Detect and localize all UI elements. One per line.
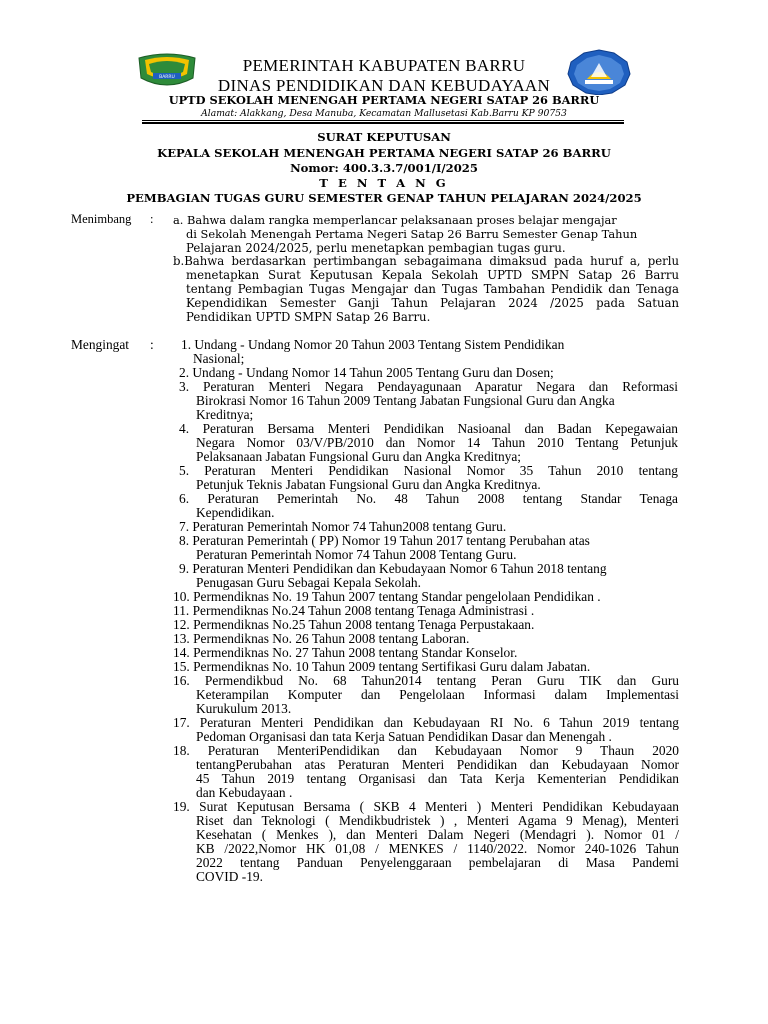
department-name: DINAS PENDIDIKAN DAN KEBUDAYAAN <box>217 76 551 95</box>
menimbang-line: Kependidikan Semester Ganji Tahun Pelajaran 2024 /2025 pada Satuan <box>186 296 679 310</box>
mengingat-line: dan Kebudayaan . <box>196 785 293 800</box>
mengingat-line: 6. Peraturan Pemerintah No. 48 Tahun 2008 tentang Standar Tenaga <box>179 491 678 506</box>
logo-left-text: BARRU <box>159 75 175 80</box>
header-rule-top <box>142 120 624 121</box>
mengingat-line: Kurukulum 2013. <box>196 701 292 716</box>
menimbang-line: b.Bahwa berdasarkan pertimbangan sebagaimana dimaksud pada huruf a, perlu <box>173 254 679 268</box>
government-name: PEMERINTAH KABUPATEN BARRU <box>242 56 526 75</box>
mengingat-line: Pelaksanaan Jabatan Fungsional Guru dan Angka Kreditnya; <box>196 449 522 464</box>
mengingat-line: Petunjuk Teknis Jabatan Fungsional Guru dan Angka Kreditnya. <box>196 477 541 492</box>
mengingat-line: 16. Permendikbud No. 68 Tahun2014 tentang Peran Guru TIK dan Guru <box>173 673 679 688</box>
mengingat-line: 4. Peraturan Bersama Menteri Pendidikan Nasioanal dan Badan Kepegawaian <box>179 421 678 436</box>
mengingat-line: 45 Tahun 2019 tentang Organisasi dan Tata Kerja Kementerian Pendidikan <box>196 771 679 786</box>
mengingat-line: 8. Peraturan Pemerintah ( PP) Nomor 19 Tahun 2017 tentang Perubahan atas <box>179 533 590 548</box>
menimbang-line: menetapkan Surat Keputusan Kepala Sekolah UPTD SMPN Satap 26 Barru <box>186 268 679 282</box>
mengingat-line: 14. Permendiknas No. 27 Tahun 2008 tentang Standar Konselor. <box>173 645 518 660</box>
mengingat-line: 3. Peraturan Menteri Negara Pendayagunaan Aparatur Negara dan Reformasi <box>179 379 678 394</box>
doc-title: SURAT KEPUTUSAN <box>317 130 451 144</box>
header-rule-bottom <box>142 122 624 124</box>
menimbang-line: di Sekolah Menengah Pertama Negeri Satap 26 Barru Semester Genap Tahun <box>186 227 638 241</box>
mengingat-line: tentangPerubahan atas Peraturan Menteri Pendidikan dan Kebudayaan Nomor <box>196 757 679 772</box>
doc-issuer: KEPALA SEKOLAH MENENGAH PERTAMA NEGERI SATAP 26 BARRU <box>157 146 611 160</box>
mengingat-line: 5. Peraturan Menteri Pendidikan Nasional Nomor 35 Tahun 2010 tentang <box>179 463 678 478</box>
mengingat-line: 19. Surat Keputusan Bersama ( SKB 4 Menteri ) Menteri Pendidikan Kebudayaan <box>173 799 679 814</box>
mengingat-line: KB /2022,Nomor HK 01,08 / MENKES / 1140/2022. Nomor 240-1026 Tahun <box>196 841 679 856</box>
menimbang-line: Pelajaran 2024/2025, perlu menetapkan pembagian tugas guru. <box>186 241 566 255</box>
mengingat-line: Penugasan Guru Sebagai Kepala Sekolah. <box>196 575 421 590</box>
mengingat-line: Kreditnya; <box>196 407 254 422</box>
mengingat-line: 1. Undang - Undang Nomor 20 Tahun 2003 Tentang Sistem Pendidikan <box>181 337 565 352</box>
mengingat-line: 2022 tentang Panduan Penyelenggaraan pembelajaran di Masa Pandemi <box>196 855 679 870</box>
menimbang-line: a. Bahwa dalam rangka memperlancar pelaksanaan proses belajar mengajar <box>173 213 617 227</box>
doc-number: Nomor: 400.3.3.7/001/I/2025 <box>290 161 478 175</box>
menimbang-label: Menimbang <box>71 212 132 226</box>
mengingat-line: 12. Permendiknas No.25 Tahun 2008 tentang Tenaga Perpustakaan. <box>173 617 535 632</box>
mengingat-line: Birokrasi Nomor 16 Tahun 2009 Tentang Jabatan Fungsional Guru dan Angka <box>196 393 615 408</box>
mengingat-line: 11. Permendiknas No.24 Tahun 2008 tentang Tenaga Administrasi . <box>173 603 535 618</box>
mengingat-line: 7. Peraturan Pemerintah Nomor 74 Tahun2008 tentang Guru. <box>179 519 507 534</box>
mengingat-line: 10. Permendiknas No. 19 Tahun 2007 tentang Standar pengelolaan Pendidikan . <box>173 589 601 604</box>
mengingat-line: Kependidikan. <box>196 505 275 520</box>
mengingat-line: Nasional; <box>193 351 245 366</box>
doc-subject: PEMBAGIAN TUGAS GURU SEMESTER GENAP TAHUN PELAJARAN 2024/2025 <box>126 191 642 205</box>
menimbang-colon: : <box>150 212 154 226</box>
doc-tentang: T E N T A N G <box>319 176 449 190</box>
mengingat-line: Peraturan Pemerintah Nomor 74 Tahun 2008 Tentang Guru. <box>196 547 517 562</box>
mengingat-line: Negara Nomor 03/V/PB/2010 dan Nomor 14 Tahun 2010 Tentang Petunjuk <box>196 435 678 450</box>
mengingat-colon: : <box>150 337 154 352</box>
mengingat-line: COVID -19. <box>196 869 263 884</box>
mengingat-line: Keterampilan Komputer dan Pengelolaan Informasi dalam Implementasi <box>196 687 679 702</box>
mengingat-line: 18. Peraturan MenteriPendidikan dan Kebudayaan Nomor 9 Thaun 2020 <box>173 743 679 758</box>
mengingat-line: 9. Peraturan Menteri Pendidikan dan Kebudayaan Nomor 6 Tahun 2018 tentang <box>179 561 607 576</box>
mengingat-line: Riset dan Teknologi ( Mendikbudristek ) , Menteri Agama 9 Menag), Menteri <box>196 813 679 828</box>
mengingat-line: 17. Peraturan Menteri Pendidikan dan Kebudayaan RI No. 6 Tahun 2019 tentang <box>173 715 679 730</box>
mengingat-label: Mengingat <box>71 337 130 352</box>
mengingat-line: Kesehatan ( Menkes ), dan Menteri Dalam Negeri (Mendagri ). Nomor 01 / <box>196 827 679 842</box>
school-name: UPTD SEKOLAH MENENGAH PERTAMA NEGERI SATAP 26 BARRU <box>168 93 600 107</box>
mengingat-line: 13. Permendiknas No. 26 Tahun 2008 tentang Laboran. <box>173 631 470 646</box>
mengingat-line: 2. Undang - Undang Nomor 14 Tahun 2005 Tentang Guru dan Dosen; <box>179 365 554 380</box>
menimbang-line: tentang Pembagian Tugas Mengajar dan Tugas Tambahan Pendidik dan Tenaga <box>186 282 679 296</box>
mengingat-line: Pedoman Organisasi dan tata Kerja Satuan Pendidikan Dasar dan Menengah . <box>196 729 612 744</box>
menimbang-line: Pendidikan UPTD SMPN Satap 26 Barru. <box>186 310 431 324</box>
mengingat-line: 15. Permendiknas No. 10 Tahun 2009 tentang Sertifikasi Guru dalam Jabatan. <box>173 659 591 674</box>
school-address: Alamat: Alakkang, Desa Manuba, Kecamatan Mallusetasi Kab.Barru KP 90753 <box>201 108 567 119</box>
